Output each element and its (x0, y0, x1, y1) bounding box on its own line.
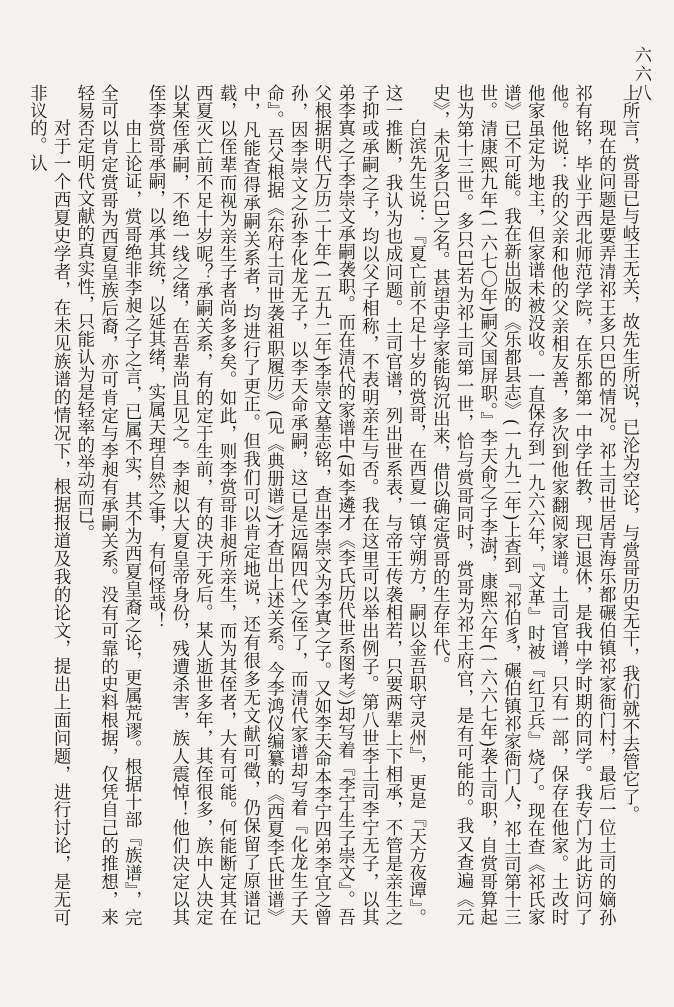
paragraph: 上所言，赏哥已与岐王无关，故先生所说，已沦为空论，与赏哥历史无干，我们就不去管它了。 (619, 84, 639, 824)
paragraph: 白滨先生说：『夏亡前不足十岁的赏哥，在西夏一镇守朔方，嗣以金吾职守灵州』，更是『天方夜谭』。这一推断，我认为也成问题。土司官谱，列出世系表，与帝王传袭相若，只要两辈上下相承，不管是亲生之子抑或承嗣之子，均以父子相称，不表明亲生与否。我在这里可以举出例子。第八世李土司李宁无子，以其弟李寘之子李崇文承嗣袭职。而在清代的家谱中(如李遴才《李氏历代世系图考》)却写着『李宁生子崇文』。吾父根据明代万历二十年(一五九二年)李崇文墓志铭，查出李崇文为李寘之子。又如李天命本李宁四弟李宜之曾孙，因李崇文之孙李化龙无子，以李天命承嗣，这已是远隔四代之侄了，而清代家谱却写着『化龙生子天命』。吾父根据《东府土司世袭祖职履历》(见《典册谱》)才查出上述关系。今李鸿仪编纂的《西夏李氏世谱》中，凡能查得承嗣关系者，均进行了更正。但我们可以肯定地说，还有很多无文献可徵，仍保留了原谱记载，以侄辈而视为亲生子者尚多多矣。如此，则李赏哥非昶所亲生，而为其侄者，大有可能。何能断定其在西夏灭亡前不足十岁呢？承嗣关系，有的定于生前，有的决于死后。某人逝世多年，其侄很多，族中人决定以某侄承嗣，不绝一线之绪，在吾辈尚且见之。李昶以大夏皇帝身份，残遭杀害，族人震悼！他们决定以其侄李赏哥承嗣，以承其统，以延其绪，实属天理自然之事，有何怪哉！ (144, 84, 426, 926)
body-text (26, 84, 640, 926)
paragraph: 由上论证，赏哥绝非李昶之子之言，已属不实，其不为西夏皇裔之论，更属荒谬。根据十部『族谱』，完全可以肯定赏哥为西夏皇族后裔，亦可肯定与李昶有承嗣关系。没有可靠的史料根据，仅凭自己的推想，来轻易否定明代文献的真实性，只能认为是轻率的举动而已。 (73, 84, 142, 926)
paragraph: 对于一个西夏史学者，在未见族谱的情况下，根据报道及我的论文，提出上面问题，进行讨论，是无可非议的。认 (26, 84, 71, 926)
paragraph: 现在的问题是要弄清祁王多只巴的情况。祁土司世居青海乐都碾伯镇祁家衙门村，最后一位土司的嫡孙祁有铭，毕业于西北师范学院，在乐都第一中学任教，现已退休，是我中学时期的同学。我专门为此访问了他。他说：我的父亲和他的父亲相友善，多次到他家翻阅家谱。土司官谱，只有一部，保存在他家。土改时他家虽定为地主，但家谱未被没收。一直保存到一九六六年，『文革』时被『红卫兵』烧了。现在查《祁氏家谱》已不可能。我在新出版的《乐都县志》(一九九二年)上查到『祁伯豸，碾伯镇祁家衙门人，祁土司第十三世。清康熙九年(一六七〇年)嗣父国屏职。』李天俞之子李澍，康熙六年(一六六七年)袭土司职，自赏哥算起也为第十三世。多只巴若为祁土司第一世，恰与赏哥同时，赏哥为祁王府官，是有可能的。我又查遍《元史》，未见多只巴之名。甚望史学家能钩沉出来，借以确定赏哥的生存年代。 (429, 84, 616, 926)
page-number: 六六八 (631, 46, 651, 103)
